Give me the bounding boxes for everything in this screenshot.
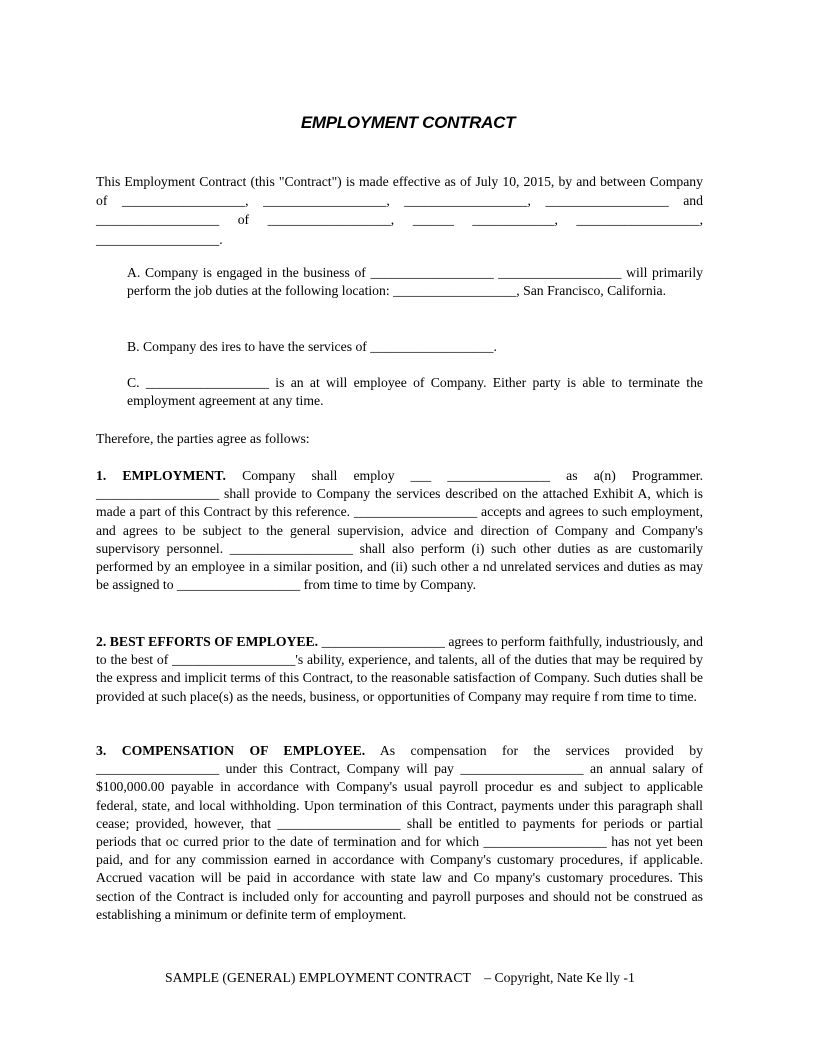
- section-body: __________________ agrees to perform faithfully, industriously, and to the best of __________________'s ability, experience, and talents, all of the duties that may be required by the express and implicit terms of this Contract, to the reasonable satisfaction of Company. Such duties shall be provided at such place(s) as the needs, business, or opportunities of Company may require f rom time to time.: [96, 634, 703, 704]
- section-employment: [96, 467, 703, 594]
- section-best-efforts: [96, 633, 703, 706]
- section-compensation: [96, 742, 703, 924]
- section-body: Company shall employ ___ _______________ as a(n) Programmer. __________________ shall provide to Company the services described on the attached Exhibit A, which is made a part of this Contract by this reference. __________________ accepts and agrees to such employment, and agrees to be subject to the general supervision, advice and direction of Company and Company's supervisory personnel. __________________ shall also perform (i) such other duties as are customarily performed by an employee in a similar position, and (ii) such other a nd unrelated services and duties as may be assigned to __________________ from time to time by Company.: [96, 468, 703, 593]
- document-title: EMPLOYMENT CONTRACT: [300, 113, 516, 132]
- section-heading: 2. BEST EFFORTS OF EMPLOYEE.: [96, 634, 319, 649]
- recital-c: C. __________________ is an at will employee of Company. Either party is able to terminate the employment agreement at any time.: [127, 375, 703, 409]
- section-heading: 3. COMPENSATION OF EMPLOYEE.: [96, 743, 366, 758]
- page-footer: SAMPLE (GENERAL) EMPLOYMENT CONTRACT – Copyright, Nate Ke lly -1: [165, 970, 635, 985]
- therefore-line: Therefore, the parties agree as follows:: [96, 431, 310, 446]
- recital-a: A. Company is engaged in the business of __________________ __________________ will primarily perform the job duties at the following location: __________________, San Francisco, California.: [127, 265, 703, 299]
- section-heading: 1. EMPLOYMENT.: [96, 468, 226, 483]
- section-body: As compensation for the services provided by __________________ under this Contract, Company will pay __________________ an annual salary of $100,000.00 payable in accordance with Company's usual payroll procedur es and subject to applicable federal, state, and local withholding. Upon termination of this Contract, payments under this paragraph shall cease; provided, however, that __________________ shall be entitled to payments for periods or partial periods that oc curred prior to the date of termination and for which __________________ has not yet been paid, and for any commission earned in accordance with Company's customary procedures, if applicable. Accrued vacation will be paid in accordance with state law and Co mpany's customary procedures. This section of the Contract is included only for accounting and payroll purposes and should not be construed as establishing a minimum or definite term of employment.: [96, 743, 703, 922]
- intro-paragraph: This Employment Contract (this "Contract") is made effective as of July 10, 2015, by and between Company of __________________, __________________, __________________, __________________ and __________________ of __________________, ______ ____________, __________________, __________________.: [96, 174, 703, 247]
- recital-b: B. Company des ires to have the services of __________________.: [127, 339, 497, 354]
